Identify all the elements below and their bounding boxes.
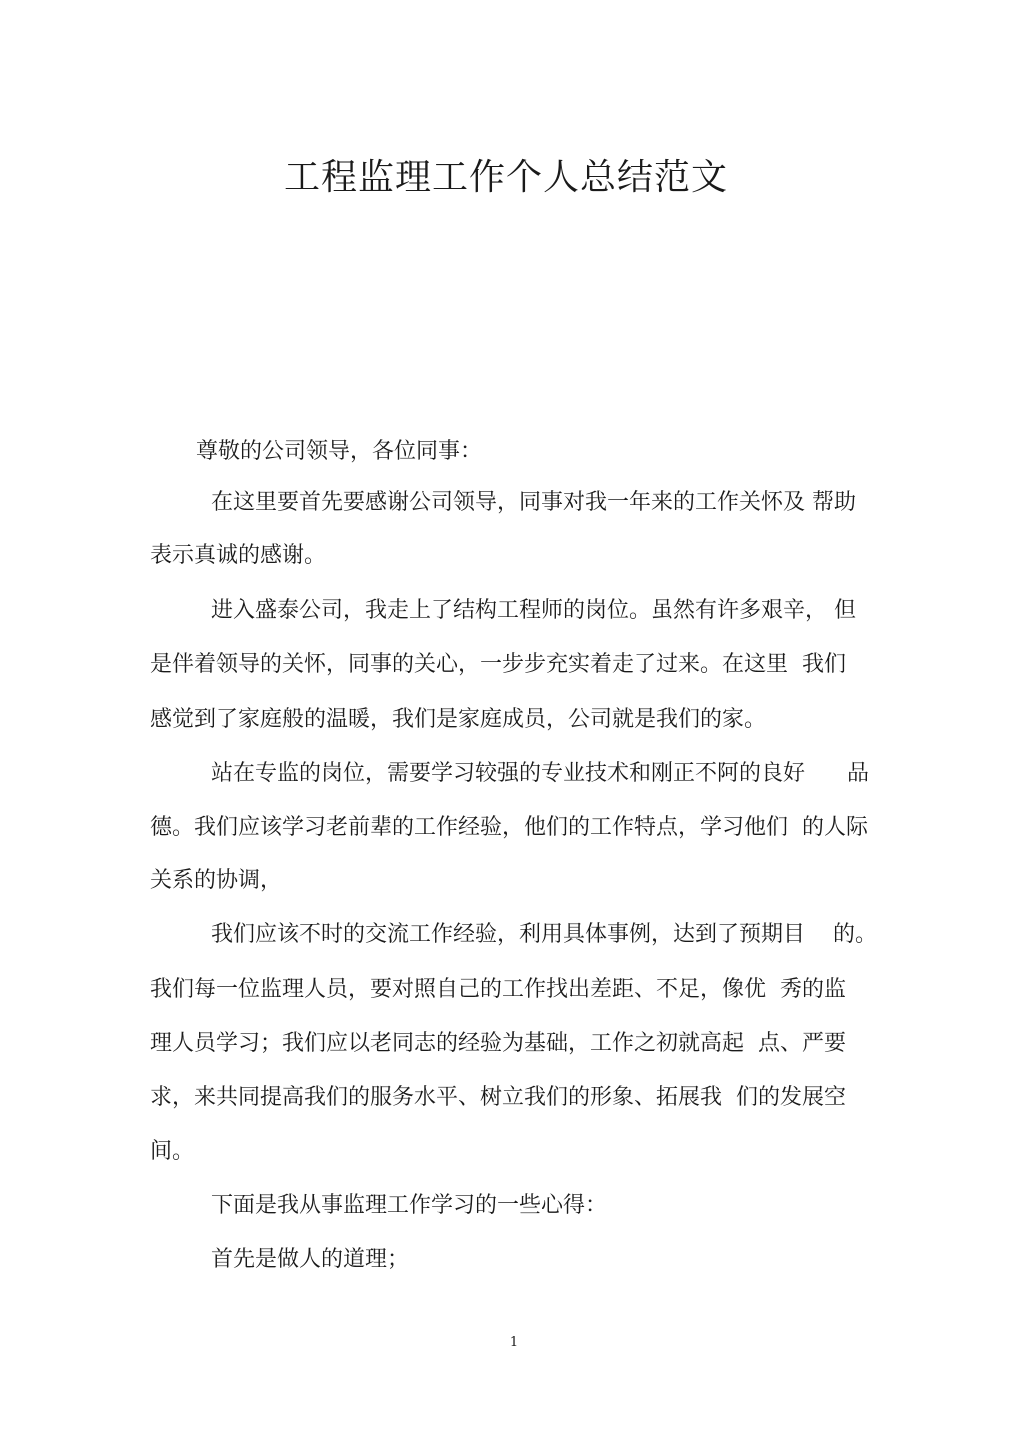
body-line: 感觉到了家庭般的温暖，我们是家庭成员，公司就是我们的家。 [150,707,767,732]
body-line: 间。 [150,1139,195,1164]
document-title: 工程监理工作个人总结范文 [283,157,728,198]
body-line: 关系的协调， [150,868,283,893]
body-line: 德。我们应该学习老前辈的工作经验，他们的工作特点，学习他们 的人际 [150,815,868,840]
body-line: 理人员学习；我们应以老同志的经验为基础，工作之初就高起 点、严要 [150,1031,846,1056]
body-line: 站在专监的岗位，需要学习较强的专业技术和刚正不阿的良好 品 [211,761,869,786]
body-line: 我们每一位监理人员，要对照自己的工作找出差距、不足，像优 秀的监 [150,977,846,1002]
body-line: 首先是做人的道理； [211,1247,410,1272]
body-line: 表示真诚的感谢。 [150,543,327,568]
body-line: 下面是我从事监理工作学习的一些心得： [211,1193,608,1218]
body-line: 是伴着领导的关怀，同事的关心，一步步充实着走了过来。在这里 我们 [150,652,846,677]
body-line: 进入盛泰公司，我走上了结构工程师的岗位。虽然有许多艰辛， 但 [211,598,856,623]
body-line: 我们应该不时的交流工作经验，利用具体事例，达到了预期目 的。 [211,922,877,947]
body-line: 求，来共同提高我们的服务水平、树立我们的形象、拓展我 们的发展空 [150,1085,846,1110]
body-line: 在这里要首先要感谢公司领导，同事对我一年来的工作关怀及 帮助 [211,490,856,515]
salutation-line: 尊敬的公司领导，各位同事： [196,439,483,464]
page-number: 1 [509,1335,519,1350]
